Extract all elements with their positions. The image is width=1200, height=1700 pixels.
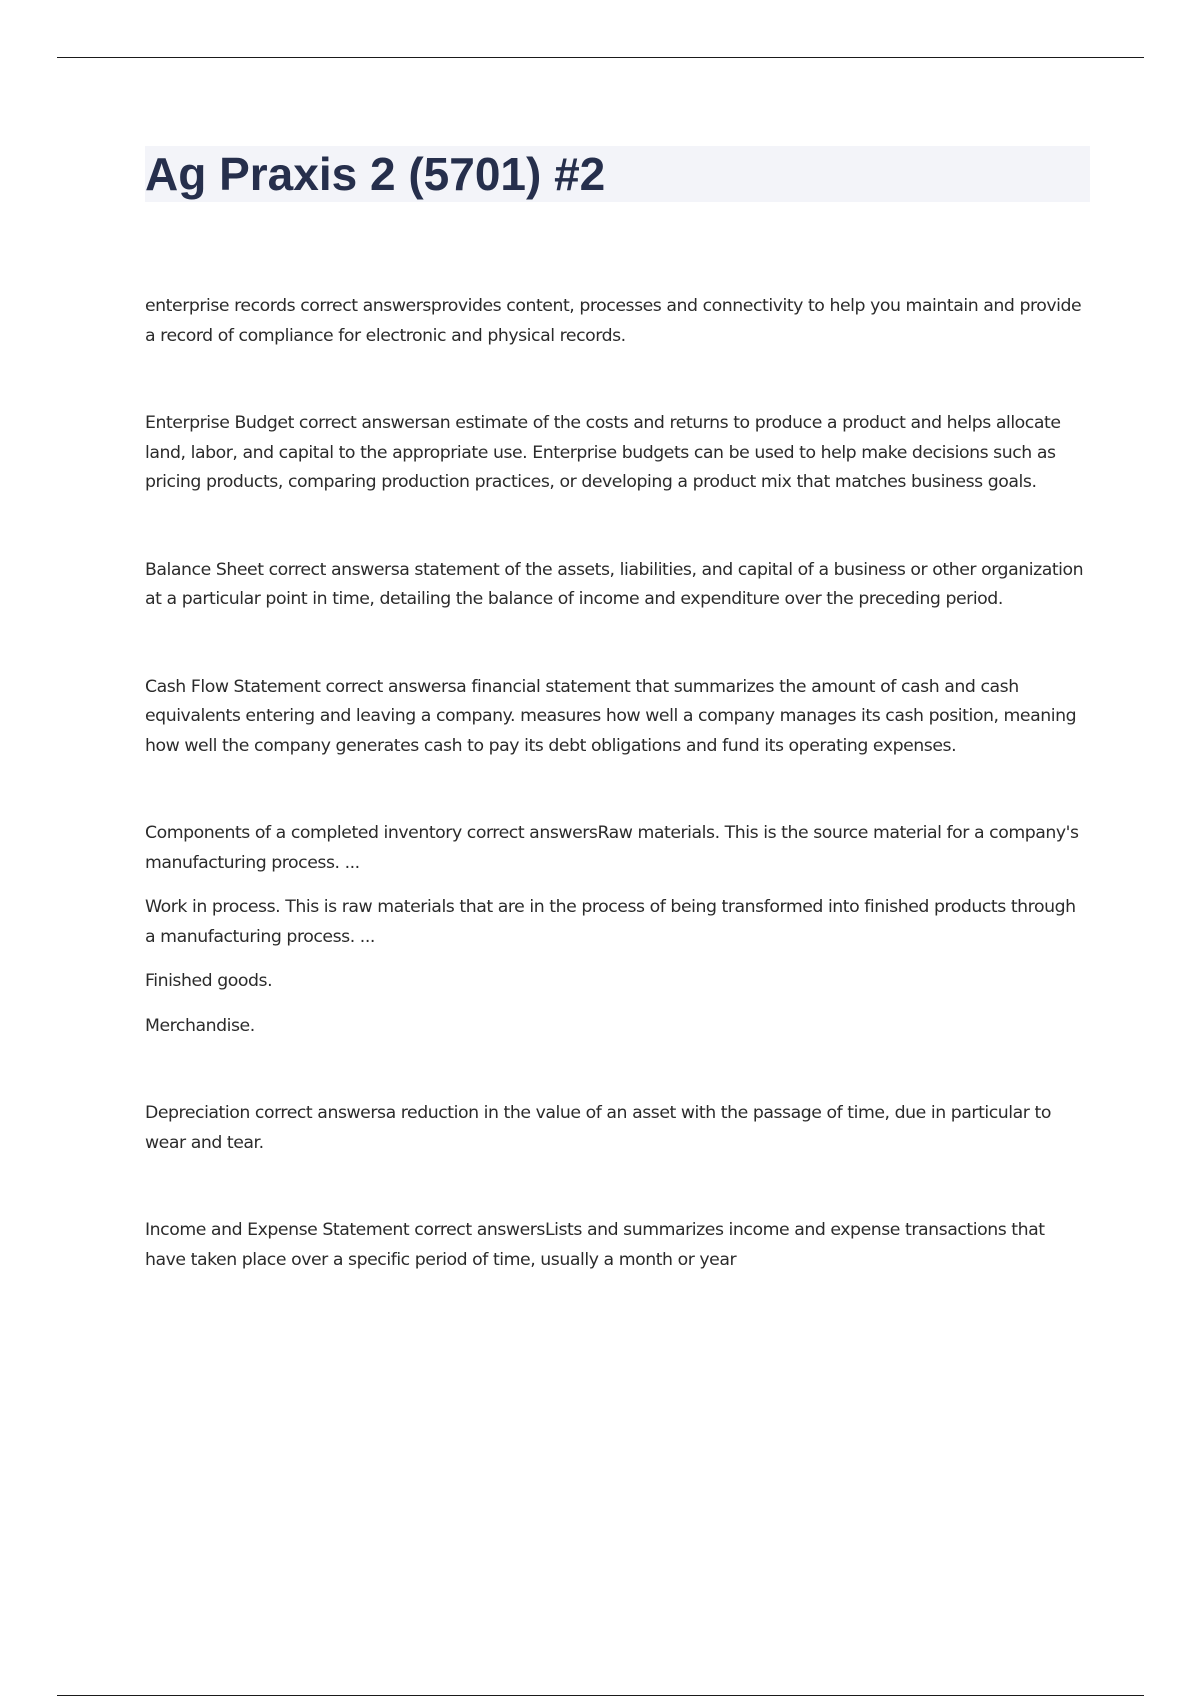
- entry-depreciation: [145, 1099, 1090, 1158]
- entry-enterprise-records: [145, 292, 1090, 351]
- entry-text: Components of a completed inventory correct answersRaw materials. This is the source material for a company's manufacturing process. ...: [145, 823, 1079, 873]
- entry-enterprise-budget: [145, 409, 1090, 498]
- entry-text: Work in process. This is raw materials that are in the process of being transformed into finished products through a manufacturing process. ...: [145, 897, 1076, 947]
- entry-cash-flow-statement: [145, 673, 1090, 762]
- entry-text: Cash Flow Statement correct answersa financial statement that summarizes the amount of cash and cash equivalents entering and leaving a company. measures how well a company manages its cash position, meaning how well the company generates cash to pay its debt obligations and fund its operating expenses.: [145, 676, 1077, 756]
- entry-text: Depreciation correct answersa reduction in the value of an asset with the passage of time, due in particular to wear and tear.: [145, 1103, 1051, 1153]
- entry-text: Merchandise.: [145, 1015, 255, 1036]
- entry-income-expense-statement: [145, 1216, 1090, 1275]
- entry-inventory-components: [145, 819, 1090, 1041]
- document-body: [145, 292, 1090, 1333]
- top-divider: [57, 57, 1144, 58]
- entry-text: Enterprise Budget correct answersan estimate of the costs and returns to produce a product and helps allocate land, labor, and capital to the appropriate use. Enterprise budgets can be used to help make decisions such as pricing products, comparing production practices, or developing a product mix that matches business goals.: [145, 413, 1061, 492]
- entry-text: Finished goods.: [145, 971, 273, 991]
- page-title: Ag Praxis 2 (5701) #2: [145, 148, 606, 200]
- entry-text: enterprise records correct answersprovides content, processes and connectivity to help you maintain and provide a record of compliance for electronic and physical records.: [145, 296, 1082, 346]
- bottom-divider: [57, 1695, 1144, 1696]
- entry-text: Income and Expense Statement correct answersLists and summarizes income and expense transactions that have taken place over a specific period of time, usually a month or year: [145, 1220, 1045, 1270]
- entry-text: Balance Sheet correct answersa statement of the assets, liabilities, and capital of a business or other organization at a particular point in time, detailing the balance of income and expenditure over the preceding period.: [145, 559, 1084, 609]
- entry-balance-sheet: [145, 556, 1090, 615]
